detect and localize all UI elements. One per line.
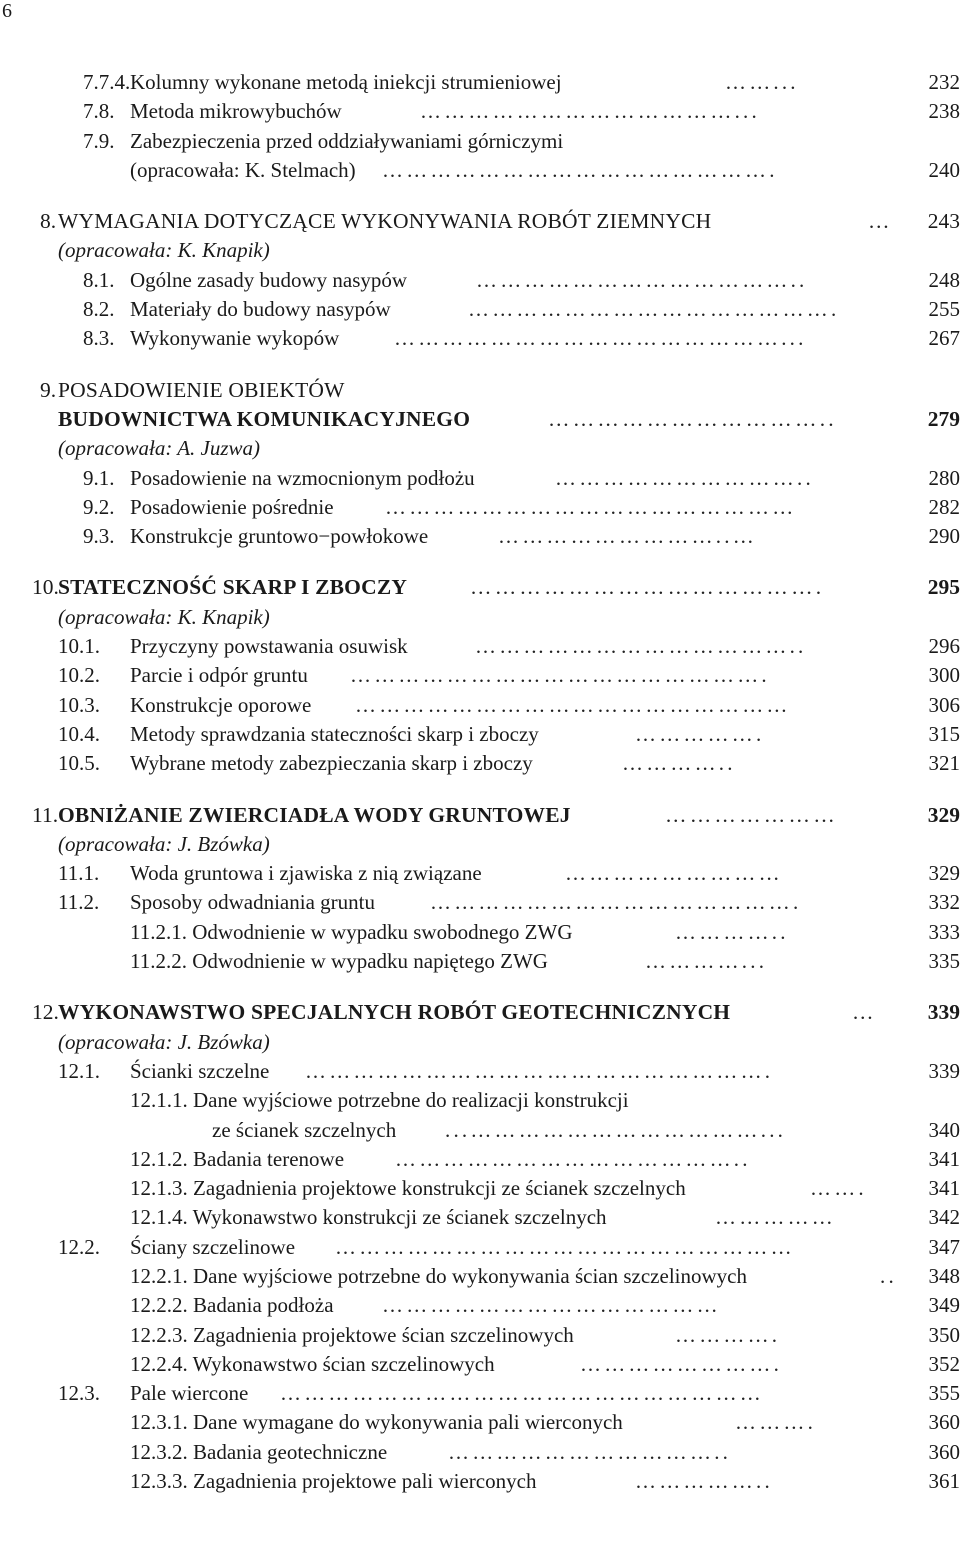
toc-entry (0, 632, 960, 661)
toc-entry (0, 661, 960, 690)
toc-entry-leader-dots: ………………………….. (555, 465, 814, 490)
toc-entry-leader-dots: …………………………………………………. (305, 1058, 774, 1083)
toc-entry (0, 324, 960, 353)
toc-entry-title: 12.2.1. Dane wyjściowe potrzebne do wykonywania ścian szczelinowych (130, 1263, 747, 1288)
toc-entry-title: Kolumny wykonane metodą iniekcji strumieniowej (130, 70, 562, 94)
toc-entry (0, 1145, 960, 1174)
toc-entry-page-number: 240 (928, 157, 960, 182)
toc-entry-number: 12. (32, 1000, 59, 1025)
toc-entry-title: 11.2.2. Odwodnienie w wypadku napiętego ZWG (130, 949, 548, 974)
toc-entry-leader-dots: … (868, 209, 893, 234)
toc-entry-title: STATECZNOŚĆ SKARP I ZBOCZY (58, 575, 408, 600)
toc-entry-number: 12.1. (58, 1058, 100, 1083)
toc-entry-title: 12.1.3. Zagadnienia projektowe konstrukcji ze ścianek szczelnych (130, 1176, 686, 1201)
toc-entry (0, 1057, 960, 1086)
toc-entry-page-number: 306 (928, 692, 960, 717)
toc-entry-leader-dots: ………….. (622, 751, 736, 776)
toc-entry-title: 12.2.4. Wykonawstwo ścian szczelinowych (130, 1351, 495, 1376)
toc-entry (0, 603, 960, 632)
toc-entry-title: Konstrukcje gruntowo−powłokowe (130, 524, 429, 549)
toc-entry-title: (opracowała: J. Bzówka) (58, 831, 270, 856)
toc-entry-page-number: 280 (928, 465, 960, 490)
toc-entry-leader-dots: …………………………………………... (394, 326, 807, 351)
toc-entry-title: (opracowała: K. Stelmach) (130, 157, 356, 182)
toc-entry-number: 10.3. (58, 692, 100, 717)
toc-entry-leader-dots: ……………………. (580, 1351, 783, 1376)
toc-entry-leader-dots: …………... (645, 949, 768, 974)
toc-entry-number: 11. (32, 802, 59, 827)
toc-entry-page-number: 321 (928, 751, 960, 776)
toc-entry-page-number: 361 (928, 1469, 960, 1494)
toc-entry-number: 8.2. (83, 297, 115, 322)
toc-entry-title: 12.3.3. Zagadnienia projektowe pali wierconych (130, 1469, 537, 1494)
toc-entry-leader-dots: ……………………………………………… (355, 692, 791, 717)
toc-entry (0, 749, 960, 778)
toc-entry-number: 7.7.4. (83, 70, 131, 94)
toc-entry-page-number: 335 (928, 949, 960, 974)
toc-entry (0, 207, 960, 236)
toc-entry-title: (opracowała: K. Knapik) (58, 238, 270, 263)
toc-entry-page-number: 350 (928, 1322, 960, 1347)
toc-entry-leader-dots: ………………………………………. (430, 890, 802, 915)
toc-entry (0, 830, 960, 859)
toc-entry-title: POSADOWIENIE OBIEKTÓW (58, 377, 345, 402)
toc-entry (0, 434, 960, 463)
toc-entry-page-number: 329 (928, 861, 960, 886)
toc-entry (0, 493, 960, 522)
toc-entry-leader-dots: …………………………………… (382, 1293, 721, 1318)
toc-entry-number: 10. (32, 575, 59, 600)
toc-entry-page-number: 243 (927, 209, 960, 234)
toc-entry (0, 859, 960, 888)
toc-entry (0, 573, 960, 602)
toc-entry-number: 10.5. (58, 751, 100, 776)
toc-entry-leader-dots: …………………………………………………… (280, 1381, 764, 1406)
toc-entry (0, 464, 960, 493)
toc-entry-page-number: 342 (928, 1205, 960, 1230)
toc-entry-number: 10.2. (58, 663, 100, 688)
toc-entry-page-number: 360 (928, 1439, 960, 1464)
toc-entry (0, 1408, 960, 1437)
toc-entry-page-number: 300 (928, 663, 960, 688)
toc-entry (0, 156, 960, 185)
toc-entry-leader-dots: ………………………..… (498, 524, 757, 549)
toc-entry (0, 405, 960, 434)
toc-entry (0, 801, 960, 830)
toc-entry (0, 522, 960, 551)
toc-entry-page-number: 296 (928, 634, 960, 659)
toc-entry-leader-dots: ………. (735, 1410, 817, 1435)
toc-entry-number: 11.1. (58, 861, 100, 886)
toc-entry-leader-dots: …………………………………... (420, 99, 760, 124)
toc-entry-page-number: 340 (928, 1117, 960, 1142)
toc-entry-title: Wybrane metody zabezpieczania skarp i zboczy (130, 751, 533, 776)
toc-entry-page-number: 341 (928, 1176, 960, 1201)
toc-entry-leader-dots: …………………………….. (548, 406, 837, 431)
toc-entry (0, 1350, 960, 1379)
toc-entry-title: 12.2.2. Badania podłoża (130, 1293, 334, 1318)
toc-entry-number: 12.3. (58, 1381, 100, 1406)
toc-entry-leader-dots: ………………… (665, 802, 838, 827)
toc-entry-page-number: 360 (928, 1410, 960, 1435)
toc-entry-page-number: 333 (928, 919, 960, 944)
toc-entry-number: 9.2. (83, 494, 115, 519)
toc-entry-title: Metody sprawdzania stateczności skarp i zboczy (130, 721, 539, 746)
toc-entry-page-number: 290 (928, 524, 960, 549)
toc-entry (0, 947, 960, 976)
toc-entry (0, 376, 960, 405)
toc-entry-number: 9. (40, 377, 57, 402)
toc-entry (0, 918, 960, 947)
toc-entry-number: 9.3. (83, 524, 115, 549)
toc-entry-title: 12.1.1. Dane wyjściowe potrzebne do realizacji konstrukcji (130, 1088, 629, 1113)
toc-entry-leader-dots: ……. (810, 1176, 867, 1201)
toc-entry-leader-dots: …………… (715, 1205, 836, 1230)
toc-entry-number: 8. (40, 209, 57, 234)
toc-entry-number: 10.4. (58, 721, 100, 746)
toc-entry-title: Materiały do budowy nasypów (130, 297, 391, 322)
toc-entry (0, 691, 960, 720)
toc-entry-leader-dots: …………………………………………. (382, 157, 778, 182)
table-of-contents (0, 68, 960, 1496)
toc-entry-leader-dots: ……………………………………. (470, 575, 825, 600)
toc-entry (0, 236, 960, 265)
toc-entry-page-number: 238 (928, 99, 960, 124)
toc-entry (0, 68, 960, 97)
toc-entry (0, 888, 960, 917)
toc-entry-page-number: 348 (928, 1263, 960, 1288)
toc-entry-title: 12.2.3. Zagadnienia projektowe ścian szczelinowych (130, 1322, 574, 1347)
toc-entry (0, 1233, 960, 1262)
toc-entry-page-number: 267 (928, 326, 960, 351)
toc-entry-title: (opracowała: A. Juzwa) (58, 436, 261, 461)
toc-entry (0, 1174, 960, 1203)
toc-entry-title: Parcie i odpór gruntu (130, 663, 308, 688)
toc-entry (0, 1321, 960, 1350)
toc-entry-title: (opracowała: J. Bzówka) (58, 1029, 270, 1054)
toc-entry-leader-dots: .. (880, 1263, 897, 1288)
toc-entry-number: 7.8. (83, 99, 115, 124)
toc-entry-title: Przyczyny powstawania osuwisk (130, 634, 408, 659)
toc-entry-page-number: 347 (928, 1234, 960, 1259)
toc-entry (0, 1379, 960, 1408)
toc-entry-leader-dots: ……………………… (565, 861, 783, 886)
toc-entry-leader-dots: ………………………………….. (475, 634, 807, 659)
toc-entry-title: 11.2.1. Odwodnienie w wypadku swobodnego ZWG (130, 919, 573, 944)
toc-entry-title: Ogólne zasady budowy nasypów (130, 267, 408, 292)
toc-entry-page-number: 349 (928, 1293, 960, 1318)
toc-entry-page-number: 355 (928, 1381, 960, 1406)
toc-entry (0, 97, 960, 126)
toc-entry-title: 12.1.4. Wykonawstwo konstrukcji ze ścianek szczelnych (130, 1205, 607, 1230)
toc-entry-leader-dots: …………………………………………… (385, 494, 797, 519)
toc-entry-number: 8.3. (83, 326, 115, 351)
toc-entry-title: Posadowienie na wzmocnionym podłożu (130, 465, 475, 490)
toc-entry-title: Ściany szczelinowe (130, 1234, 296, 1259)
toc-entry-title: BUDOWNICTWA KOMUNIKACYJNEGO (58, 406, 471, 431)
toc-entry-page-number: 315 (928, 721, 960, 746)
toc-entry-title: Pale wiercone (130, 1381, 249, 1406)
toc-entry-leader-dots: ……………………………………………. (350, 663, 770, 688)
toc-entry-title: WYKONAWSTWO SPECJALNYCH ROBÓT GEOTECHNICZNYCH (58, 1000, 731, 1025)
toc-entry (0, 1028, 960, 1057)
toc-entry (0, 1203, 960, 1232)
toc-entry-title: Konstrukcje oporowe (130, 692, 312, 717)
toc-entry-leader-dots: ………………………………………………… (335, 1234, 795, 1259)
toc-entry (0, 720, 960, 749)
toc-entry-page-number: 279 (927, 406, 960, 431)
toc-entry-number: 7.9. (83, 128, 115, 153)
toc-entry-leader-dots: …………. (675, 1322, 781, 1347)
toc-entry-number: 10.1. (58, 634, 100, 659)
toc-entry-title: Zabezpieczenia przed oddziaływaniami górniczymi (130, 128, 564, 153)
toc-entry-title: Sposoby odwadniania gruntu (130, 890, 375, 915)
toc-entry-title: Ścianki szczelne (130, 1058, 270, 1083)
toc-entry-leader-dots: ...………………………………... (445, 1117, 787, 1142)
toc-entry (0, 1291, 960, 1320)
toc-entry-title: 12.1.2. Badania terenowe (130, 1146, 345, 1171)
toc-entry-leader-dots: ……………. (635, 721, 765, 746)
toc-entry (0, 266, 960, 295)
toc-entry-title: 12.3.2. Badania geotechniczne (130, 1439, 388, 1464)
toc-entry-page-number: 332 (928, 890, 960, 915)
toc-entry-page-number: 282 (928, 494, 960, 519)
toc-entry-title: Woda gruntowa i zjawiska z nią związane (130, 861, 482, 886)
toc-entry-page-number: 248 (928, 267, 960, 292)
toc-entry-leader-dots: ………………………………….. (476, 267, 808, 292)
page-number: 6 (2, 0, 12, 22)
toc-entry-number: 12.2. (58, 1234, 100, 1259)
toc-entry (0, 295, 960, 324)
toc-entry-leader-dots: …………….. (635, 1469, 773, 1494)
toc-entry-title: 12.3.1. Dane wymagane do wykonywania pali wierconych (130, 1410, 623, 1435)
toc-entry (0, 1116, 960, 1145)
toc-entry (0, 1467, 960, 1496)
toc-entry-title: Metoda mikrowybuchów (130, 99, 342, 124)
toc-entry-title: Posadowienie pośrednie (130, 494, 334, 519)
toc-entry (0, 1086, 960, 1115)
toc-entry-leader-dots: …………………………….. (448, 1439, 732, 1464)
toc-entry-title: WYMAGANIA DOTYCZĄCE WYKONYWANIA ROBÓT ZIEMNYCH (58, 209, 712, 234)
toc-entry (0, 127, 960, 156)
toc-entry-leader-dots: ……... (725, 70, 799, 94)
toc-entry-page-number: 341 (928, 1146, 960, 1171)
toc-entry-number: 11.2. (58, 890, 100, 915)
toc-entry-page-number: 339 (927, 1000, 960, 1025)
toc-entry-leader-dots: ………………………………………. (468, 297, 840, 322)
toc-entry-leader-dots: … (852, 1000, 877, 1025)
toc-entry-number: 9.1. (83, 465, 115, 490)
toc-entry-title: OBNIŻANIE ZWIERCIADŁA WODY GRUNTOWEJ (58, 802, 571, 827)
toc-entry-number: 8.1. (83, 267, 115, 292)
toc-entry-title: (opracowała: K. Knapik) (58, 604, 270, 629)
toc-entry-title: Wykonywanie wykopów (130, 326, 340, 351)
toc-entry-page-number: 232 (928, 70, 960, 94)
toc-entry-leader-dots: …………………………………….. (395, 1146, 751, 1171)
toc-entry-title: ze ścianek szczelnych (212, 1117, 397, 1142)
toc-entry (0, 1262, 960, 1291)
toc-entry-leader-dots: ………….. (675, 919, 789, 944)
toc-entry-page-number: 329 (927, 802, 960, 827)
toc-entry-page-number: 352 (928, 1351, 960, 1376)
toc-entry (0, 998, 960, 1027)
toc-entry-page-number: 339 (928, 1058, 960, 1083)
toc-entry-page-number: 255 (928, 297, 960, 322)
toc-entry (0, 1438, 960, 1467)
toc-entry-page-number: 295 (927, 575, 960, 600)
